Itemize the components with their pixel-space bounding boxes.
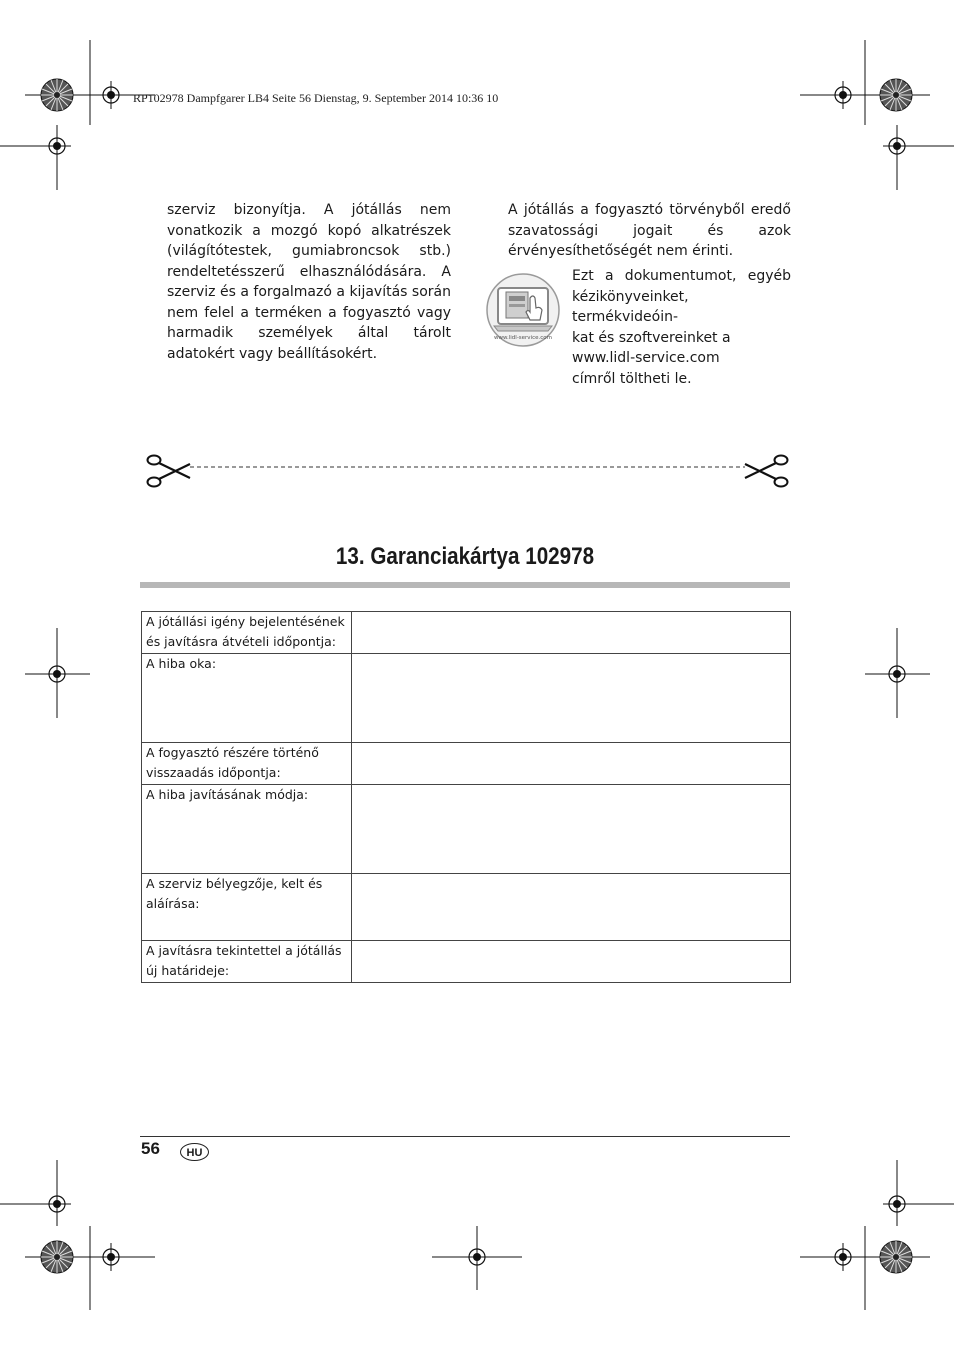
page-number: 56 bbox=[141, 1139, 160, 1158]
row-label: A javításra tekintettel a jótállás új határideje: bbox=[142, 941, 352, 983]
table-row bbox=[142, 743, 791, 785]
section-title: 13. Garanciakártya 102978 bbox=[335, 543, 595, 570]
lidl-service-download-icon bbox=[484, 272, 562, 348]
scissors-icon bbox=[148, 456, 191, 487]
download-url: www.lidl-service.com bbox=[572, 350, 720, 366]
row-label: A szerviz bélyegzője, kelt és aláírása: bbox=[142, 874, 352, 941]
print-header: RP102978 Dampfgarer LB4 Seite 56 Dienstag, 9. September 2014 10:36 10 bbox=[133, 91, 499, 105]
language-badge: HU bbox=[180, 1143, 209, 1161]
warranty-text-left: szerviz bizonyítja. A jótállás nem vonatkozik a mozgó kopó alkatrészek (világítótestek, gumiabroncsok stb.) rendeltetésszerű elhasználódására. A szerviz és a forgalmazó a kijavítás során nem felel a terméken a fogyasztó vagy harmadik személyek által tárolt adatokért vagy beállításokért. bbox=[167, 202, 451, 362]
table-row bbox=[142, 654, 791, 743]
row-field[interactable] bbox=[352, 743, 791, 785]
download-line: kézikönyveinket, termékvideóin- bbox=[572, 288, 689, 325]
warranty-text-right: A jótállás a fogyasztó törvényből eredő szavatossági jogait és azok érvényesíthetőségét nem érinti. bbox=[508, 202, 791, 259]
row-label: A jótállási igény bejelentésének és javításra átvételi időpontja: bbox=[142, 612, 352, 654]
download-line: címről töltheti le. bbox=[572, 370, 692, 387]
warranty-card-table bbox=[141, 611, 791, 983]
row-field[interactable] bbox=[352, 612, 791, 654]
row-field[interactable] bbox=[352, 874, 791, 941]
row-label: A hiba javításának módja: bbox=[142, 785, 352, 874]
title-divider bbox=[140, 582, 790, 588]
row-field[interactable] bbox=[352, 654, 791, 743]
table-row bbox=[142, 874, 791, 941]
table-row bbox=[142, 785, 791, 874]
footer-rule bbox=[140, 1136, 790, 1137]
download-line: kat és szoftvereinket a bbox=[572, 329, 731, 346]
row-label: A hiba oka: bbox=[142, 654, 352, 743]
scissors-icon bbox=[745, 456, 788, 487]
table-row bbox=[142, 612, 791, 654]
cut-line bbox=[140, 448, 795, 496]
row-field[interactable] bbox=[352, 785, 791, 874]
qr-caption: www.lidl-service.com bbox=[494, 335, 552, 341]
row-label: A fogyasztó részére történő visszaadás időpontja: bbox=[142, 743, 352, 785]
download-line: Ezt a dokumentumot, egyéb bbox=[572, 268, 791, 284]
table-row bbox=[142, 941, 791, 983]
download-info bbox=[572, 266, 791, 389]
row-field[interactable] bbox=[352, 941, 791, 983]
